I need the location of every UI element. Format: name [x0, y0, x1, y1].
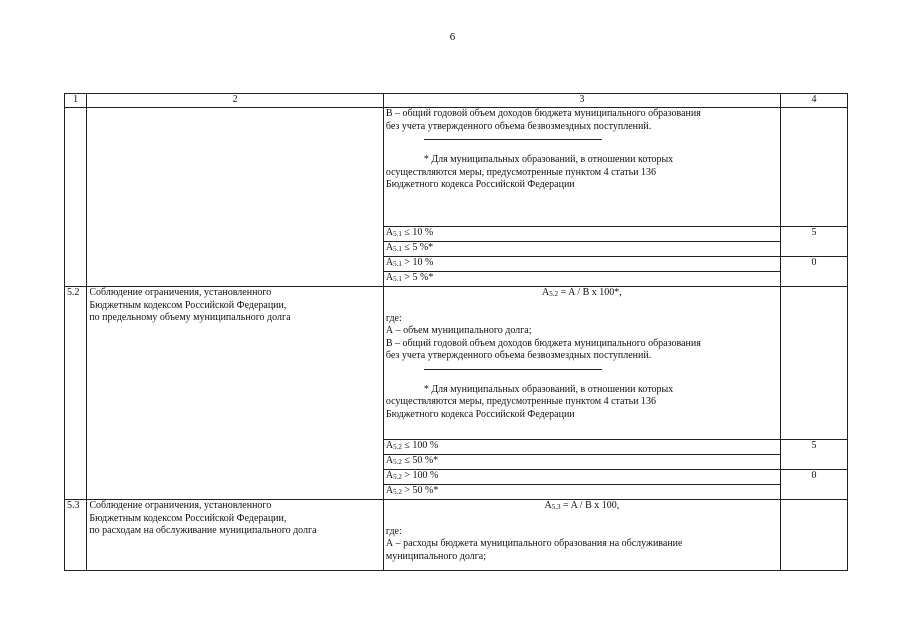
condition-cell: $A_{5.2} \le 50$ %*	[383, 455, 780, 470]
header-col-1: 1	[65, 94, 87, 108]
where-label: где:	[385, 312, 402, 324]
formula: $A_{5.3} = A / B$ x 100,	[544, 500, 620, 511]
a-definition-line: А – объем муниципального долга;	[385, 325, 532, 336]
table-header-row	[65, 94, 848, 108]
description-cell	[383, 500, 780, 571]
footnote-line: Бюджетного кодекса Российской Федерации	[385, 179, 575, 190]
condition-cell: $A_{5.1} \le 5$ %*	[383, 242, 780, 257]
b-definition-line: без учета утвержденного объема безвозмездных поступлений.	[385, 120, 652, 132]
criterion-name: Соблюдение ограничения, установленного Бюджетным кодексом Российской Федерации, по предельному объему муниципального долга	[87, 287, 384, 500]
b-definition-line: В – общий годовой объем доходов бюджета муниципального образования	[385, 337, 701, 349]
a-definition-line: муниципального долга;	[385, 550, 486, 562]
condition-cell: $A_{5.1} \le 10$ %	[383, 227, 780, 242]
footnote-line: Бюджетного кодекса Российской Федерации	[385, 408, 575, 420]
score-cell: 0	[780, 257, 847, 287]
criterion-number: 5.3	[65, 500, 87, 571]
footnote-line: осуществляются меры, предусмотренные пунктом 4 статьи 136	[385, 396, 657, 407]
b-definition-line: В – общий годовой объем доходов бюджета муниципального образования	[385, 108, 701, 119]
footnote-separator	[424, 139, 602, 140]
a-definition-line: А – расходы бюджета муниципального образования на обслуживание	[385, 538, 683, 549]
footnote-line: * Для муниципальных образований, в отношении которых	[423, 383, 674, 395]
footnote-line: * Для муниципальных образований, в отношении которых	[423, 154, 674, 165]
footnote-separator	[424, 369, 602, 370]
description-cell	[383, 287, 780, 440]
condition-cell: $A_{5.2} > 100$ %	[383, 470, 780, 485]
table-row	[65, 287, 848, 440]
b-definition-line: без учета утвержденного объема безвозмездных поступлений.	[385, 350, 652, 361]
table-row	[65, 108, 848, 227]
score-cell: 5	[780, 227, 847, 257]
score-cell: 0	[780, 470, 847, 500]
page-number: 6	[449, 31, 456, 43]
description-cell	[383, 108, 780, 227]
header-col-3: 3	[383, 94, 780, 108]
condition-cell: $A_{5.2} > 50$ %*	[383, 485, 780, 500]
condition-cell: $A_{5.2} \le 100$ %	[383, 440, 780, 455]
table-row	[65, 500, 848, 571]
condition-cell: $A_{5.1} > 5$ %*	[383, 272, 780, 287]
header-col-4: 4	[780, 94, 847, 108]
footnote-line: осуществляются меры, предусмотренные пунктом 4 статьи 136	[385, 166, 657, 178]
header-col-2: 2	[87, 94, 384, 108]
criterion-number: 5.2	[65, 287, 87, 500]
formula: $A_{5.2} = A / B$ x 100*,	[542, 287, 622, 298]
condition-cell: $A_{5.1} > 10$ %	[383, 257, 780, 272]
where-label: где:	[385, 525, 402, 537]
criteria-table	[64, 93, 848, 571]
criterion-name: Соблюдение ограничения, установленного Бюджетным кодексом Российской Федерации, по расходам на обслуживание муниципального долга	[87, 500, 384, 571]
score-cell: 5	[780, 440, 847, 470]
